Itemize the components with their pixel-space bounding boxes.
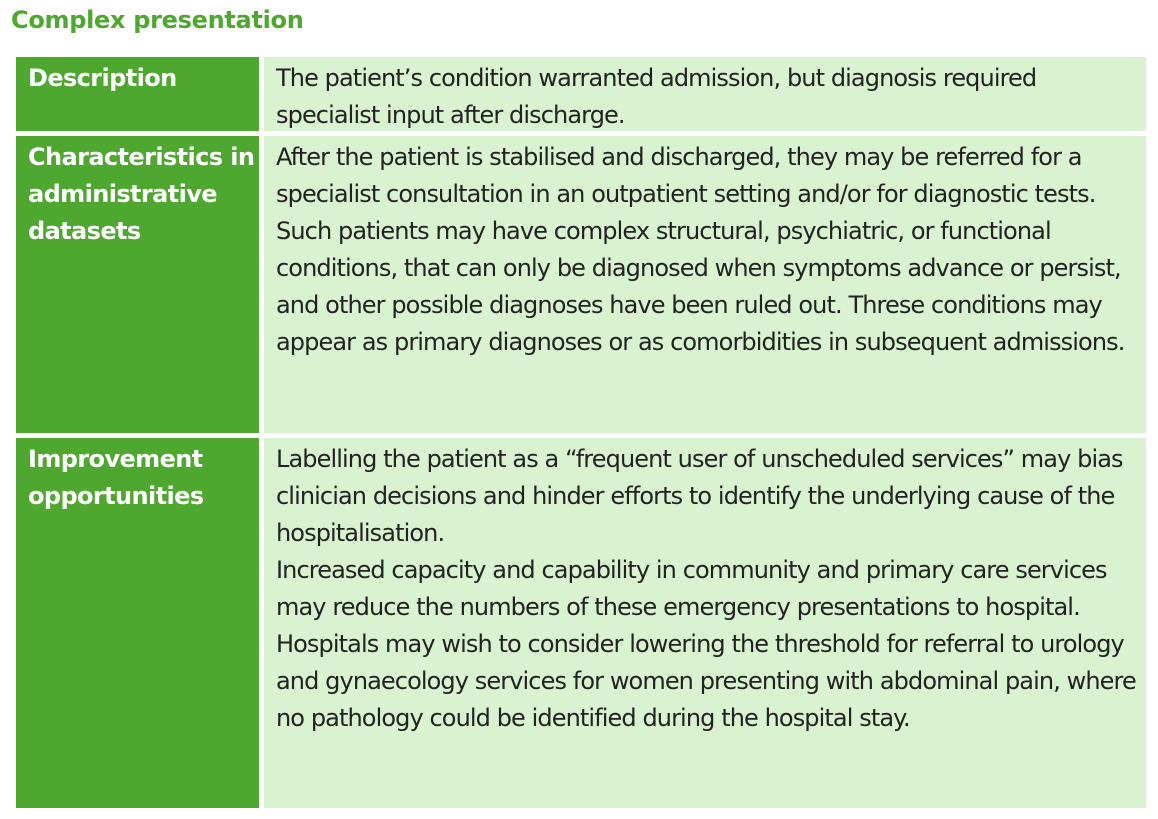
table-row-improvement	[16, 438, 1146, 808]
paragraph: Labelling the patient as a “frequent user of unscheduled services” may bias clinician decisions and hinder efforts to identify the underlying cause of the hospitalisation.	[276, 445, 1123, 547]
paragraph: After the patient is stabilised and discharged, they may be referred for a specialist consultation in an outpatient setting and/or for diagnostic tests.	[276, 143, 1096, 208]
paragraph: Increased capacity and capability in community and primary care services may reduce the numbers of these emergency presentations to hospital.	[276, 556, 1107, 621]
row-label: Characteristics in administrative datasets	[16, 136, 259, 433]
row-content	[264, 438, 1146, 808]
row-label: Description	[16, 57, 259, 131]
section-title: Complex presentation	[11, 6, 304, 34]
table-row-characteristics	[16, 136, 1146, 433]
presentation-table	[16, 57, 1146, 808]
paragraph: The patient’s condition warranted admission, but diagnosis required specialist input after discharge.	[276, 64, 1037, 129]
row-content	[264, 136, 1146, 433]
row-label: Improvement opportunities	[16, 438, 259, 808]
paragraph: Such patients may have complex structural, psychiatric, or functional conditions, that can only be diagnosed when symptoms advance or persist, and other possible diagnoses have been ruled out. Threse conditions may appear as primary diagnoses or as comorbidities in subsequent admissions.	[276, 217, 1125, 356]
table-row-description	[16, 57, 1146, 131]
paragraph: Hospitals may wish to consider lowering the threshold for referral to urology and gynaecology services for women presenting with abdominal pain, where no pathology could be identified during the hospital stay.	[276, 630, 1136, 732]
row-content	[264, 57, 1146, 131]
